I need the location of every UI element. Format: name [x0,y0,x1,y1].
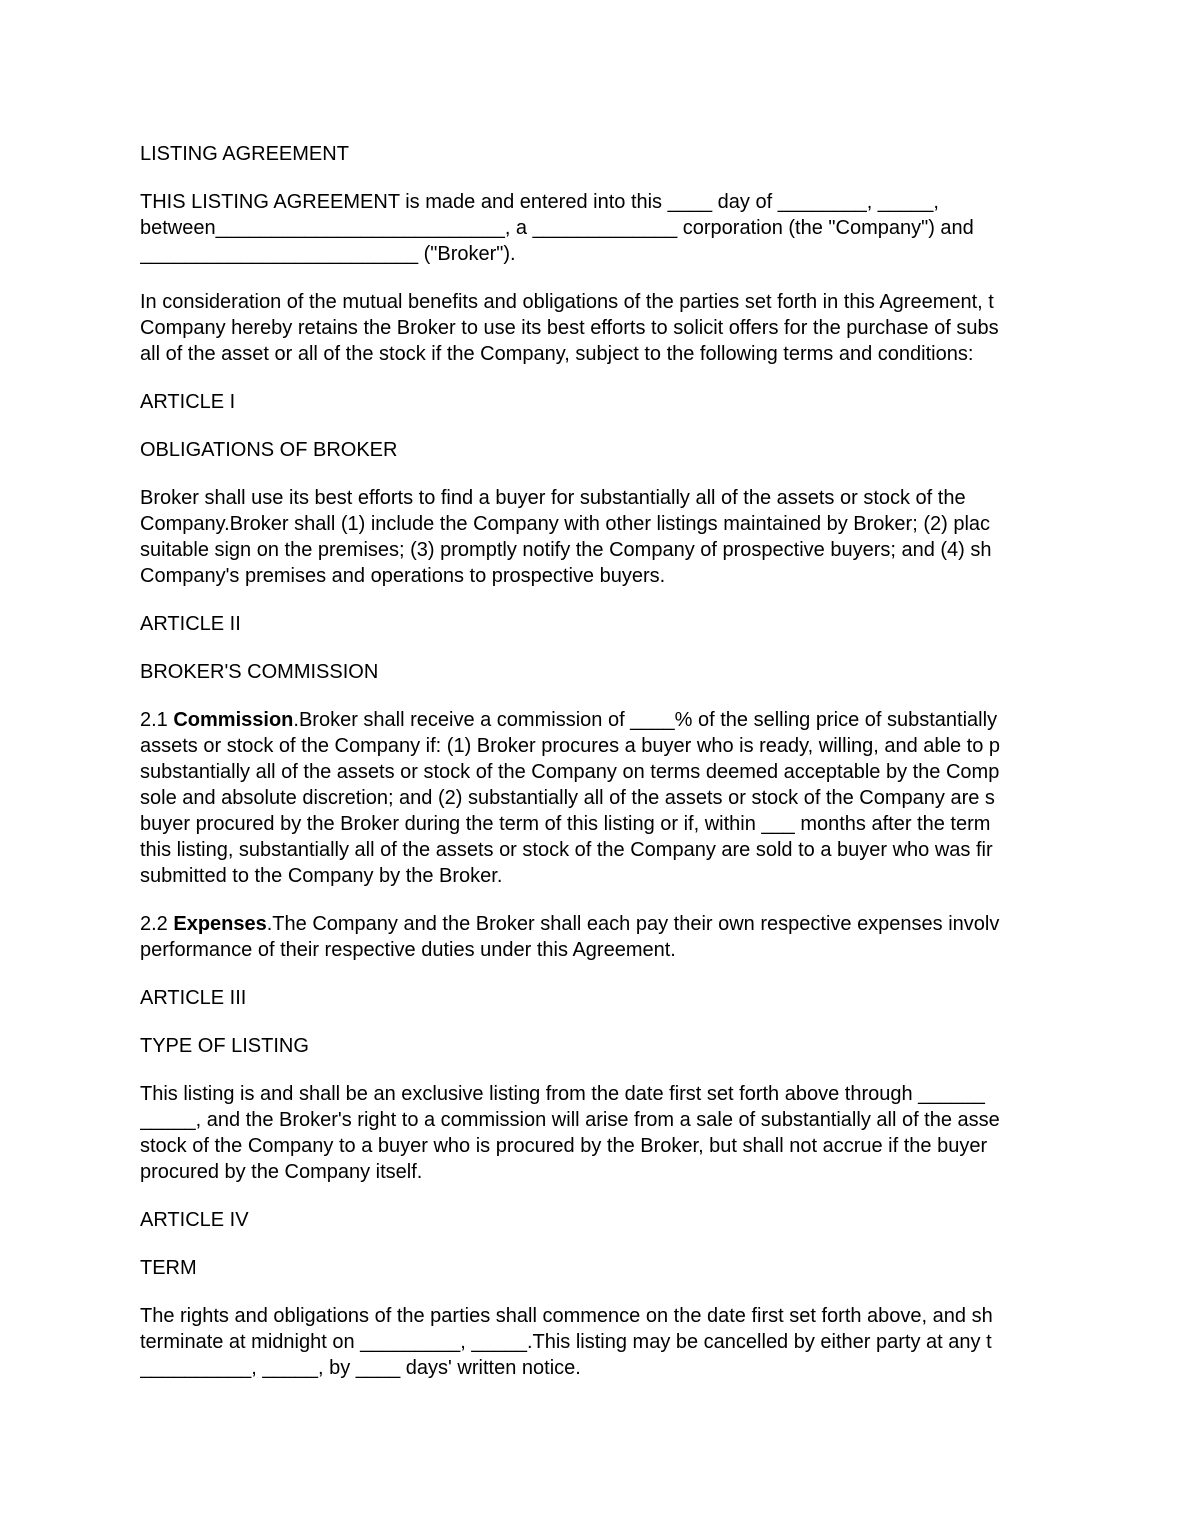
text-segment: Company.Broker shall (1) include the Company with other listings maintained by Broker; (2) plac [140,513,991,535]
doc-line [140,1107,1062,1133]
text-segment: terminate at midnight on _________, _____.This listing may be cancelled by either party at any t [140,1331,992,1353]
doc-line [140,863,1062,889]
text-segment: ARTICLE II [140,613,241,635]
text-segment: stock of the Company to a buyer who is procured by the Broker, but shall not accrue if the buyer [140,1135,988,1157]
text-segment: TERM [140,1257,197,1279]
text-segment: THIS LISTING AGREEMENT is made and entered into this ____ day of ________, _____, [140,191,939,213]
text-segment: performance of their respective duties under this Agreement. [140,939,676,961]
doc-line [140,1207,1062,1233]
doc-line [140,537,1062,563]
article-1-subheading [140,437,1062,463]
doc-line [140,1355,1062,1381]
text-segment: TYPE OF LISTING [140,1035,309,1057]
doc-line [140,937,1062,963]
text-segment: ARTICLE IV [140,1209,249,1231]
text-segment: Company's premises and operations to prospective buyers. [140,565,666,587]
doc-line [140,1303,1062,1329]
article-3-heading [140,985,1062,1011]
doc-line [140,985,1062,1011]
intro-paragraph [140,189,1062,267]
doc-line [140,215,1062,241]
text-segment: submitted to the Company by the Broker. [140,865,503,887]
doc-line [140,511,1062,537]
article-2-heading [140,611,1062,637]
text-segment: substantially all of the assets or stock of the Company on terms deemed acceptable by the Comp [140,761,1000,783]
text-segment: assets or stock of the Company if: (1) Broker procures a buyer who is ready, willing, and able to p [140,735,1001,757]
text-segment: The rights and obligations of the parties shall commence on the date first set forth above, and sh [140,1305,993,1327]
article-1-heading [140,389,1062,415]
text-segment: BROKER'S COMMISSION [140,661,379,683]
text-segment: suitable sign on the premises; (3) promptly notify the Company of prospective buyers; and (4) sh [140,539,992,561]
article-1-paragraph [140,485,1062,589]
doc-line [140,811,1062,837]
doc-line [140,189,1062,215]
text-segment: all of the asset or all of the stock if the Company, subject to the following terms and conditions: [140,343,974,365]
article-4-paragraph [140,1303,1062,1381]
article-3-paragraph [140,1081,1062,1185]
text-segment: buyer procured by the Broker during the term of this listing or if, within ___ months after the term [140,813,991,835]
article-3-subheading [140,1033,1062,1059]
text-segment: OBLIGATIONS OF BROKER [140,439,398,461]
text-segment: .Broker shall receive a commission of ____% of the selling price of substantially [293,709,998,731]
article-4-heading [140,1207,1062,1233]
doc-line [140,563,1062,589]
consideration-paragraph [140,289,1062,367]
doc-line [140,733,1062,759]
doc-line [140,1159,1062,1185]
doc-line [140,341,1062,367]
document-content [140,141,1062,1403]
doc-line [140,1255,1062,1281]
text-segment: ARTICLE III [140,987,247,1009]
bold-text-segment: Commission [173,709,294,731]
text-segment: 2.2 [140,913,174,935]
document-body [140,189,1062,1381]
doc-line [140,315,1062,341]
text-segment: 2.1 [140,709,174,731]
doc-line [140,241,1062,267]
text-segment: __________, _____, by ____ days' written notice. [140,1357,581,1379]
text-segment: In consideration of the mutual benefits and obligations of the parties set forth in this Agreement, t [140,291,994,313]
doc-line [140,707,1062,733]
text-segment: .The Company and the Broker shall each pay their own respective expenses involv [266,913,1000,935]
section-2-1-commission-paragraph [140,707,1062,889]
doc-line [140,1033,1062,1059]
document-title: LISTING AGREEMENT [140,143,349,165]
doc-line [140,659,1062,685]
doc-line [140,911,1062,937]
text-segment: _________________________ ("Broker"). [140,243,516,265]
text-segment: between__________________________, a _____________ corporation (the "Company") and [140,217,974,239]
doc-line [140,1133,1062,1159]
doc-line [140,389,1062,415]
text-segment: ARTICLE I [140,391,236,413]
article-2-subheading [140,659,1062,685]
text-segment: This listing is and shall be an exclusive listing from the date first set forth above through ______ [140,1083,985,1105]
text-segment: sole and absolute discretion; and (2) substantially all of the assets or stock of the Company are s [140,787,995,809]
doc-line [140,289,1062,315]
doc-line [140,837,1062,863]
doc-line [140,611,1062,637]
doc-line [140,785,1062,811]
text-segment: this listing, substantially all of the assets or stock of the Company are sold to a buyer who was fir [140,839,993,861]
section-2-2-expenses-paragraph [140,911,1062,963]
doc-line [140,1329,1062,1355]
bold-text-segment: Expenses [173,913,267,935]
text-segment: Company hereby retains the Broker to use its best efforts to solicit offers for the purchase of subs [140,317,999,339]
text-segment: _____, and the Broker's right to a commission will arise from a sale of substantially all of the asse [140,1109,1000,1131]
doc-line [140,437,1062,463]
doc-line [140,759,1062,785]
doc-line [140,485,1062,511]
article-4-subheading [140,1255,1062,1281]
text-segment: procured by the Company itself. [140,1161,423,1183]
doc-line [140,1081,1062,1107]
text-segment: Broker shall use its best efforts to find a buyer for substantially all of the assets or stock of the [140,487,966,509]
